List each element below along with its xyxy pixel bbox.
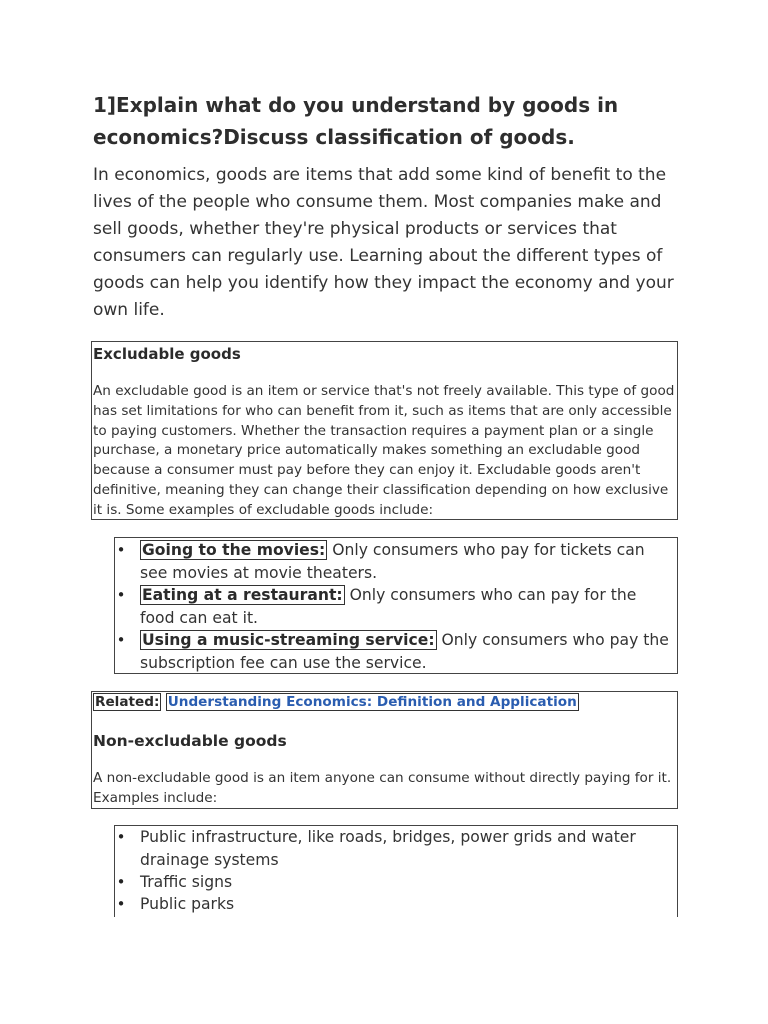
- related-label: Related:: [95, 694, 160, 710]
- example-description: Only consumers who pay the subscription fee can use the service.: [140, 631, 669, 672]
- bullet-icon: •: [116, 541, 126, 559]
- list-item: [116, 871, 675, 894]
- excludable-description: An excludable good is an item or service that's not freely available. This type of good has set limitations for who can benefit from it, such as items that are only accessible to paying customers. Whether the transaction requires a payment plan or a single purchase, a monetary price automatically makes something an excludable good because a consumer must pay before they can enjoy it. Excludable goods aren't definitive, meaning they can change their classification depending on how exclusive it is. Some examples of excludable goods include:: [93, 383, 675, 518]
- example-term: Using a music-streaming service:: [142, 631, 435, 649]
- non-excludable-goods-section: [91, 691, 678, 809]
- related-article-link[interactable]: Understanding Economics: Definition and Application: [167, 694, 577, 710]
- intro-paragraph: In economics, goods are items that add some kind of benefit to the lives of the people who consume them. Most companies make and sell goods, whether they're physical products or services that consumers can regularly use. Learning about the different types of goods can help you identify how they impact the economy and your own life.: [93, 165, 674, 320]
- list-item: [116, 629, 675, 674]
- bullet-icon: •: [116, 586, 126, 604]
- list-item: [116, 539, 675, 584]
- example-term: Eating at a restaurant:: [142, 586, 343, 604]
- list-item: [116, 826, 675, 871]
- example-description: Only consumers who can pay for the food can eat it.: [140, 586, 637, 627]
- list-item: [116, 584, 675, 629]
- question-title: 1]Explain what do you understand by goods in economics?Discuss classification of goods.: [93, 93, 619, 149]
- non-excludable-heading: Non-excludable goods: [93, 732, 287, 750]
- bullet-icon: •: [116, 828, 126, 846]
- bullet-icon: •: [116, 631, 126, 649]
- bullet-icon: •: [116, 873, 126, 891]
- example-text: Public infrastructure, like roads, bridges, power grids and water drainage systems: [140, 828, 636, 869]
- excludable-goods-section: [91, 341, 678, 520]
- non-excludable-examples-list: [114, 825, 678, 917]
- non-excludable-description: A non-excludable good is an item anyone can consume without directly paying for it. Examples include:: [93, 770, 672, 806]
- excludable-examples-list: [114, 537, 678, 674]
- example-term: Going to the movies:: [142, 541, 326, 559]
- bullet-icon: •: [116, 895, 126, 913]
- excludable-heading: Excludable goods: [93, 345, 241, 363]
- example-text: Traffic signs: [140, 873, 233, 891]
- related-article: [93, 692, 579, 712]
- list-item: [116, 893, 675, 916]
- example-description: Only consumers who pay for tickets can see movies at movie theaters.: [140, 541, 645, 582]
- example-text: Public parks: [140, 895, 235, 913]
